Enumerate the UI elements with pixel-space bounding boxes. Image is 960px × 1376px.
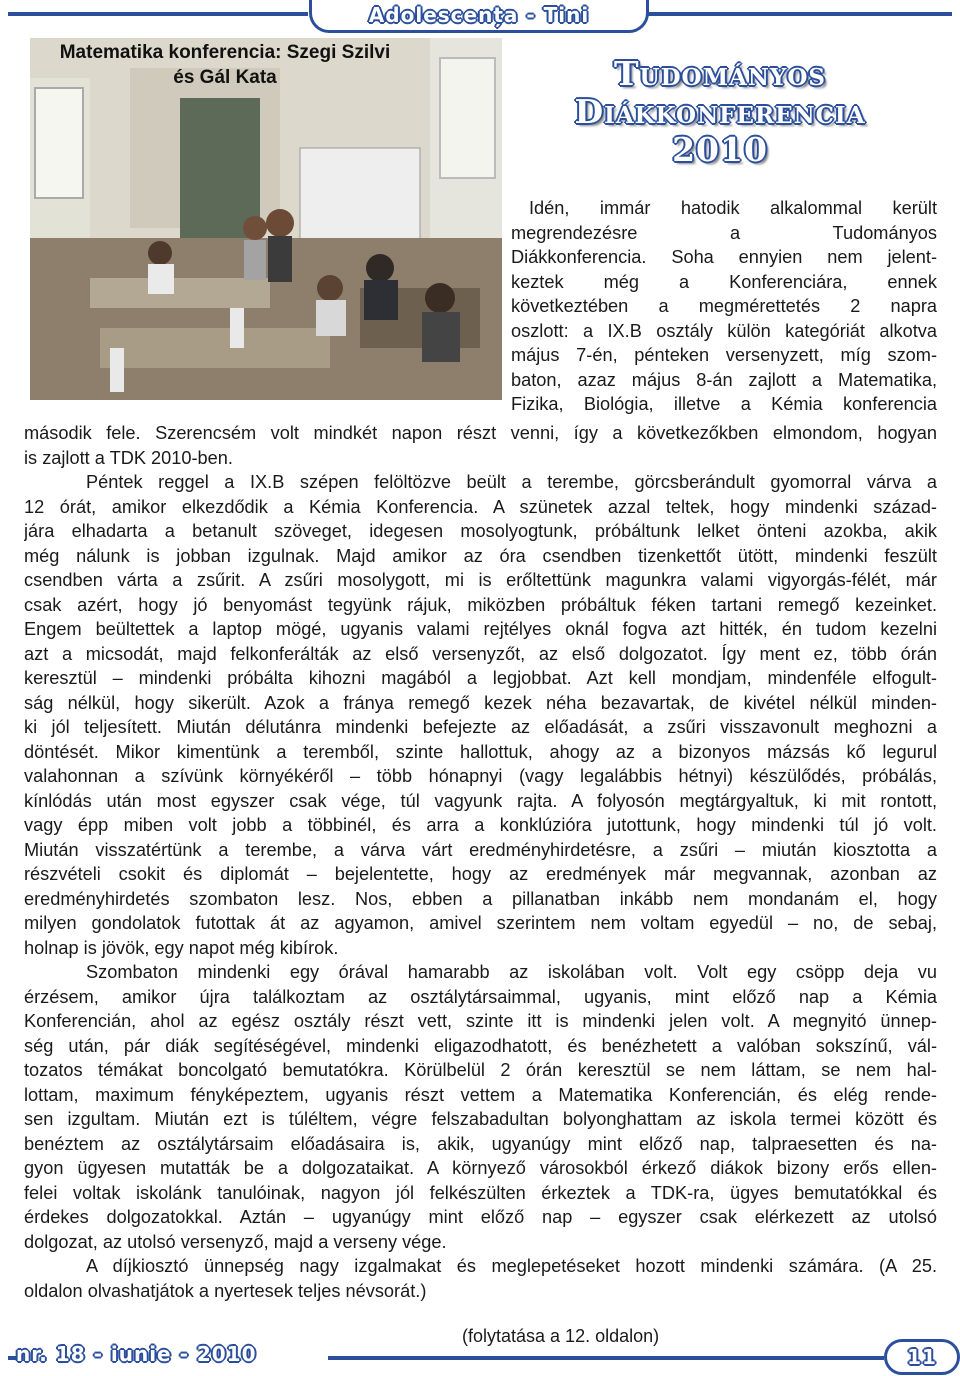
text-line: ki jól teljesített. Miután délutánra mindenki befejezte az előadását, a zsűri visszavonult meghozni a <box>24 717 937 737</box>
text-line: benéztem az osztálytársaim előadásaira is, akik, ugyanúgy mint előző nap, talpraesetten és na- <box>24 1133 937 1154</box>
text-line: második fele. Szerencsém volt mindkét napon részt venni, így a következőkben elmondom, hogyan <box>24 423 937 443</box>
text-line: Engem beültettek a laptop mögé, ugyanis valami rejtélyes oknál fogva azt hitték, én tudom kezelni <box>24 619 937 639</box>
photo-caption <box>30 40 420 90</box>
intro-paragraph <box>511 196 937 417</box>
text-line: milyen gondolatok futottak át az agyamon, amivel szerintem nem voltam egyedül – no, de sebaj, <box>24 913 937 933</box>
text-line: érzésem, amikor újra találkoztam az osztálytársaimmal, ugyanis, mint előző nap a Kémia <box>24 986 937 1007</box>
issue-label: nr. 18 - iunie - 2010 <box>16 1342 257 1366</box>
conference-photo <box>30 38 502 400</box>
body-text <box>24 421 937 1303</box>
text-line: Miután visszatértünk a terembe, a várva várt eredményhirdetésre, a zsűri – miután kiosztotta a <box>24 839 937 860</box>
text-line: Fizika, Biológia, illetve a Kémia konferencia <box>511 394 937 414</box>
text-line: Konferencián, ahol az egész osztály részt vett, szinte itt is mindenki jelen volt. A megnyitó ünnep- <box>24 1011 937 1031</box>
text-line: oldalon olvashatjátok a nyertesek teljes névsorát.) <box>24 1280 427 1301</box>
text-line: Péntek reggel a IX.B szépen felöltözve beült a terembe, görcsberándult gyomorral várva a <box>86 472 937 492</box>
article-title <box>520 55 920 169</box>
title-line: Tudományos <box>614 54 826 93</box>
text-line: 12 órát, amikor elkezdődik a Kémia Konferencia. A szünetek azzal teltek, hogy mindenki század- <box>24 496 937 517</box>
classroom-photo-image <box>30 38 502 400</box>
photo-caption-line: és Gál Kata <box>173 67 277 88</box>
header-rule-left <box>8 12 308 16</box>
text-line: Szombaton mindenki egy órával hamarabb az iskolában volt. Volt egy csöpp deja vu <box>86 962 937 982</box>
text-line: érdekes dolgozatokkal. Aztán – ugyanúgy mint előző nap – egyszer csak elérkezett az utolsó <box>24 1207 937 1227</box>
text-line: holnap is jövök, egy napot még kibírok. <box>24 937 339 958</box>
text-line: gyon ügyesen mutatták be a dolgozataikat. A környező városokból érkező diákok bizony erős ellen- <box>24 1158 937 1178</box>
photo-caption-line: Matematika konferencia: Szegi Szilvi <box>59 42 391 63</box>
text-line: május 7-én, pénteken versenyzett, míg szom- <box>511 345 937 365</box>
text-line: keztek még a Konferenciára, ennek <box>511 271 937 292</box>
text-line: kínlódás után most egyszer csak vége, túl vagyunk rajta. A folyosón megtárgyaltuk, ki mit rontott, <box>24 790 937 811</box>
text-line: azt a micsodát, majd felkonferálták az első versenyzőt, az első dolgozatot. Így ment ez, több órán <box>24 643 937 664</box>
text-line: jára elhadarta a betanult szöveget, idegesen mosolyogtunk, próbáltunk lelket önteni azokba, akik <box>24 521 937 541</box>
text-line: részvételi csokit és diplomát – bejelentette, hogy az eredmények már megvannak, azonban az <box>24 864 937 884</box>
text-line: döntését. Mikor kimentünk a teremből, szinte hallottuk, ahogy az a bizonyos mázsás kő legurul <box>24 741 937 762</box>
text-line: csak azért, hogy jó benyomást tegyünk rájuk, miközben próbáltuk féken tartani remegő kezeinket. <box>24 594 937 615</box>
header-rule-right <box>646 12 952 16</box>
text-line: eredményhirdetés szombaton lesz. Nos, ebben a pillanatban inkább nem mondanám el, hogy <box>24 888 937 909</box>
text-line: oszlott: a IX.B osztály külön kategóriát alkotva <box>511 320 937 341</box>
text-line: lottam, maximum fényképeztem, ugyanis részt vettem a Matematika Konferencián, és elég rende- <box>24 1084 937 1105</box>
title-line: Diákkonferencia <box>574 92 866 131</box>
continuation-note: (folytatása a 12. oldalon) <box>462 1326 660 1346</box>
text-line: keresztül – mindenki próbálta kihozni magából a legjobbat. Azt kell mondjam, mindenféle elfogult- <box>24 668 937 688</box>
text-line: Diákkonferencia. Soha ennyien nem jelent- <box>511 247 937 267</box>
text-line: következtében a megmérettetés 2 napra <box>511 296 937 316</box>
text-line: dolgozat, az utolsó versenyző, majd a verseny vége. <box>24 1231 447 1252</box>
text-line: ság nélkül, hogy sikerült. Azok a fránya remegő kezek néha bezavartak, de kivétel nélkül minden- <box>24 692 937 713</box>
title-line: 2010 <box>672 130 768 169</box>
text-line: vagy épp miben volt jobb a többinél, és arra a konklúzióra jutottunk, hogy mindenki túl jó volt. <box>24 815 937 835</box>
text-line: baton, azaz május 8-án zajlott a Matematika, <box>511 369 937 390</box>
text-line: ség után, pár diák segítéségével, mindenki eligazodhatott, és benézhetett a valóban sokszínű, vál- <box>24 1035 937 1056</box>
text-line: A díjkiosztó ünnepség nagy izgalmakat és meglepetéseket hozott mindenki számára. (A 25. <box>86 1256 937 1276</box>
text-line: Idén, immár hatodik alkalommal került <box>529 198 937 218</box>
text-line: megrendezésre a Tudományos <box>511 222 937 243</box>
text-line: tozatos témákat boncolgató bemutatókra. Körülbelül 2 órán keresztül se nem láttam, se nem hal- <box>24 1060 937 1080</box>
footer-rule-mid <box>328 1356 884 1360</box>
text-line: felei voltak iskolánk tanulóinak, nagyon jól felkészülten érkeztek a TDK-ra, ügyes bemutatókkal és <box>24 1182 937 1203</box>
section-header: Adolescența - Tini <box>309 0 649 33</box>
text-line: csendben várta a zsűrit. A zsűri mosolygott, mi is erőltettünk magunkra valami vigyorgás-félét, már <box>24 570 937 590</box>
text-line: valahonnan a szívünk környékéről – több hónapnyi (vagy legalábbis hétnyi) készülődés, próbálás, <box>24 766 937 786</box>
text-line: is zajlott a TDK 2010-ben. <box>24 447 233 468</box>
page-number: 11 <box>884 1339 960 1375</box>
text-line: sen izgultam. Miután ezt is túléltem, végre felszabadultan bolyonghattam az iskola termei között és <box>24 1109 937 1129</box>
text-line: még nálunk is jobban izgulnak. Majd amikor az óra csendben tizenkettőt ütött, mindenki feszült <box>24 545 937 566</box>
